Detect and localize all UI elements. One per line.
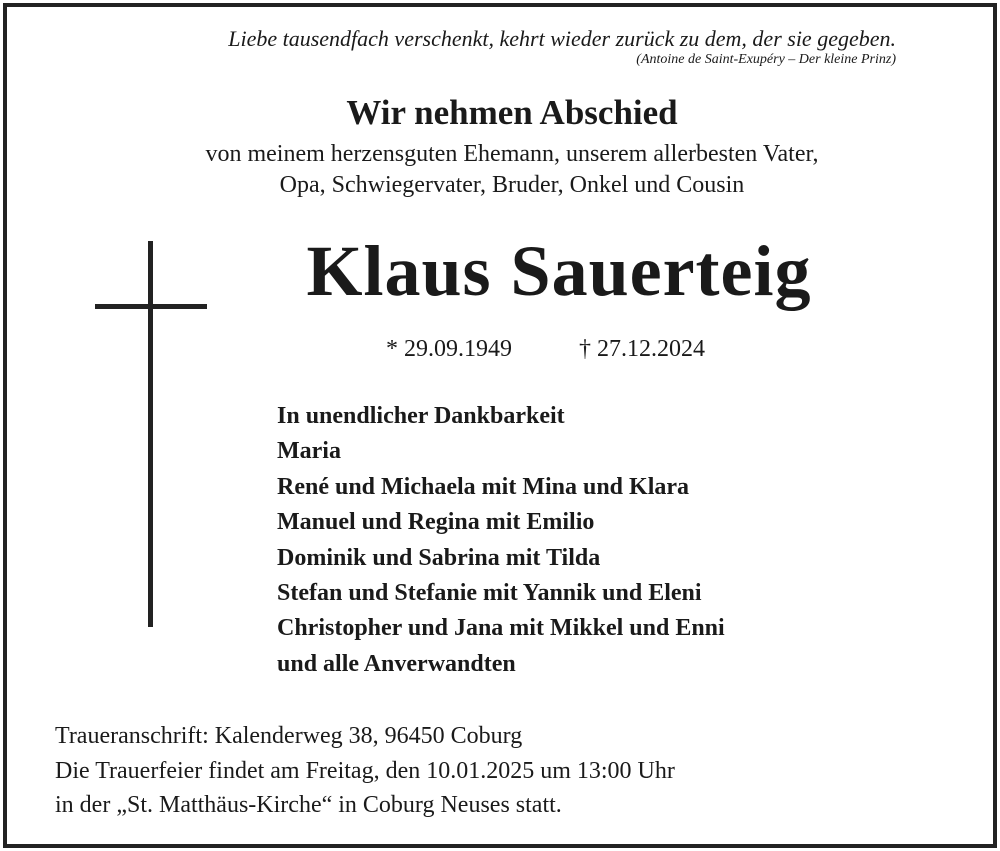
notice-heading: Wir nehmen Abschied <box>346 93 678 132</box>
mourners-line: Dominik und Sabrina mit Tilda <box>277 544 601 571</box>
funeral-date-line: Die Trauerfeier findet am Freitag, den 10.01.2025 um 13:00 Uhr <box>55 757 675 784</box>
mourning-address: Traueranschrift: Kalenderweg 38, 96450 Coburg <box>55 723 523 749</box>
funeral-info <box>55 720 675 824</box>
mourners-line: Maria <box>277 438 341 465</box>
intro-line-1: von meinem herzensguten Ehemann, unserem allerbesten Vater, <box>205 141 819 167</box>
mourners-line: In unendlicher Dankbarkeit <box>277 403 565 429</box>
quote-text: Liebe tausendfach verschenkt, kehrt wieder zurück zu dem, der sie gegeben. <box>228 26 896 51</box>
birth-date: * 29.09.1949 <box>386 336 512 362</box>
quote-source: (Antoine de Saint-Exupéry – Der kleine Prinz) <box>636 52 896 67</box>
mourners-line: und alle Anverwandten <box>277 650 516 677</box>
mourners-line: Christopher und Jana mit Mikkel und Enni <box>277 615 725 642</box>
mourners-line: René und Michaela mit Mina und Klara <box>277 473 690 500</box>
mourners-line: Stefan und Stefanie mit Yannik und Eleni <box>277 579 702 606</box>
funeral-location-line: in der „St. Matthäus-Kirche“ in Coburg Neuses statt. <box>55 792 562 818</box>
death-date: † 27.12.2024 <box>579 336 705 362</box>
deceased-name: Klaus Sauerteig <box>306 231 812 311</box>
mourners-line: Manuel und Regina mit Emilio <box>277 509 595 536</box>
mourners-list <box>277 400 725 683</box>
intro-line-2: Opa, Schwiegervater, Bruder, Onkel und Cousin <box>279 172 745 198</box>
